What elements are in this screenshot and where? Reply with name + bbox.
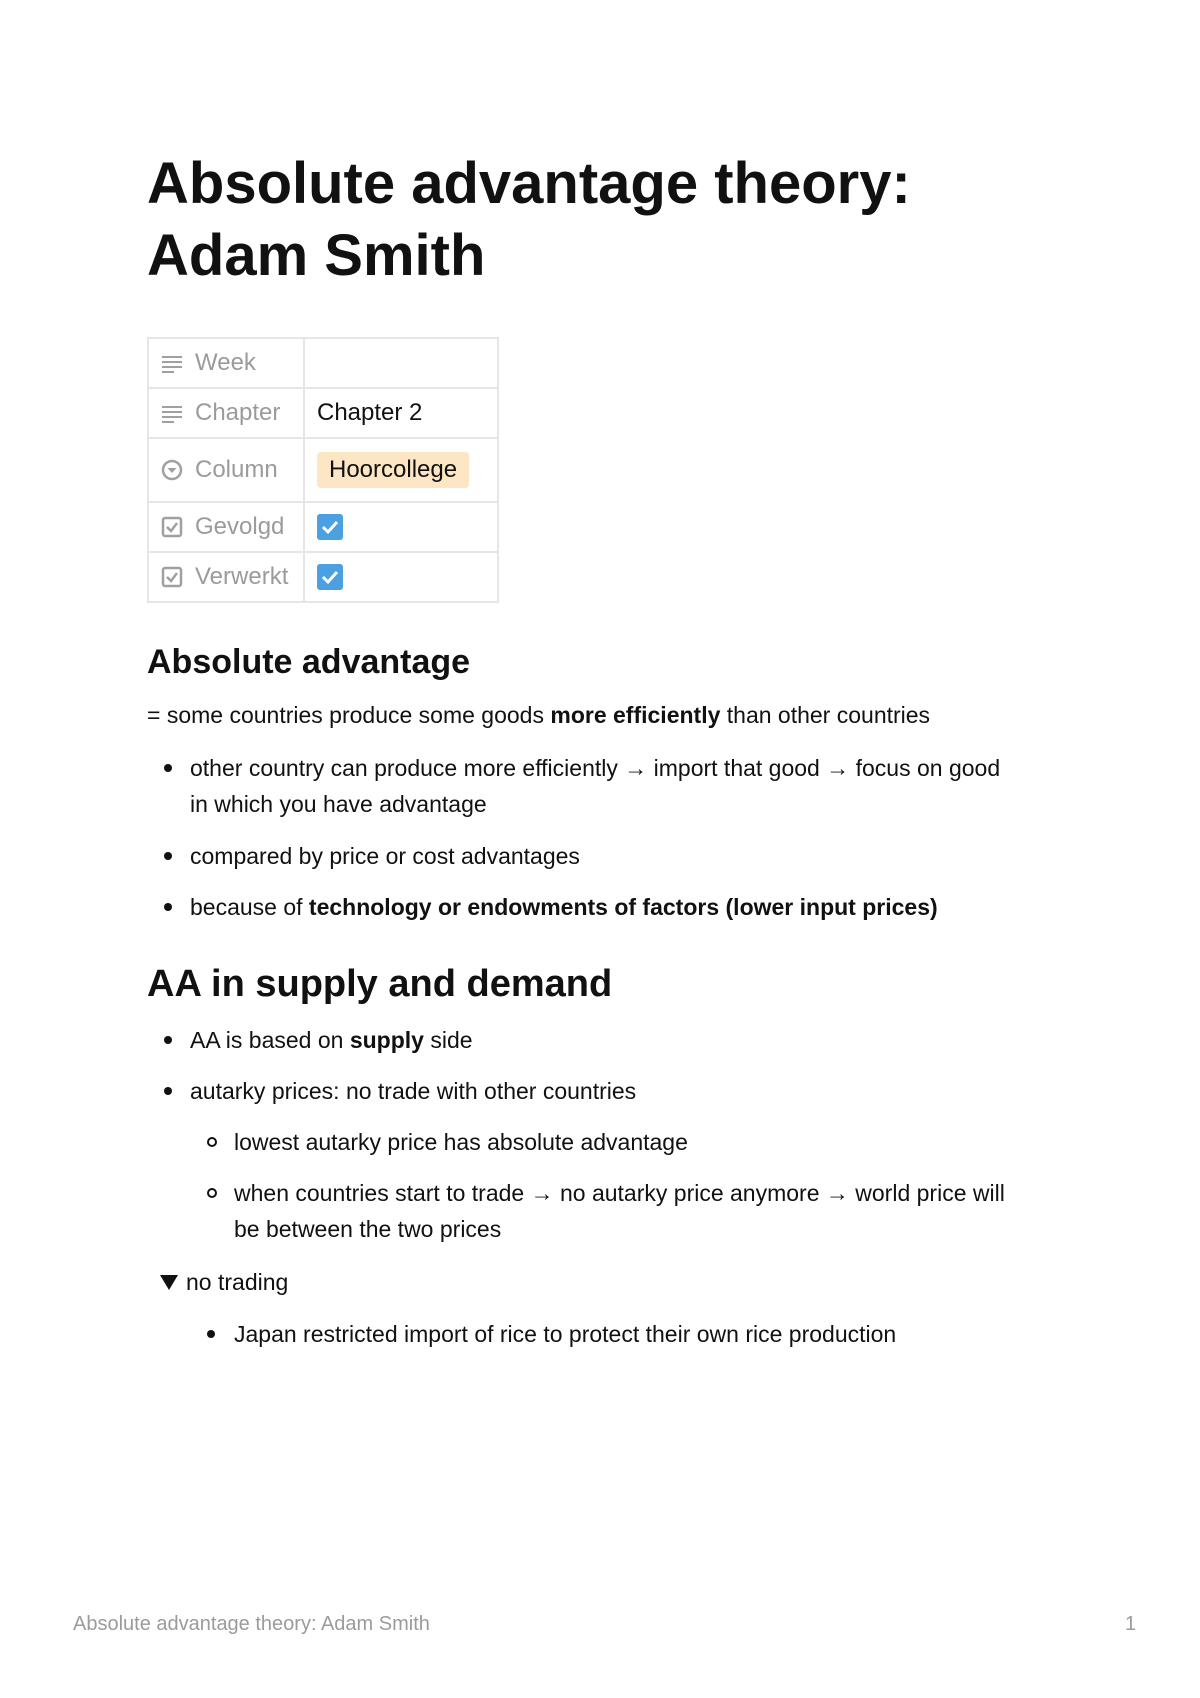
- list-item: compared by price or cost advantages: [190, 843, 580, 869]
- property-row-verwerkt: [148, 552, 498, 602]
- footer-title: Absolute advantage theory: Adam Smith: [73, 1613, 430, 1635]
- bullet-icon: [164, 764, 172, 772]
- property-row-chapter: [148, 388, 498, 438]
- verwerkt-checkbox[interactable]: [317, 564, 343, 590]
- page-title: Absolute advantage theory: Adam Smith: [147, 151, 911, 288]
- column-tag[interactable]: Hoorcollege: [317, 452, 469, 488]
- toggle-label: no trading: [186, 1269, 289, 1295]
- property-key-chapter: Chapter: [195, 399, 281, 426]
- property-row-gevolgd: [148, 502, 498, 552]
- section-heading-aa-supply-demand: AA in supply and demand: [147, 963, 613, 1005]
- checkbox-icon: [161, 566, 183, 588]
- property-key-week: Week: [195, 349, 256, 376]
- page-number: 1: [1125, 1613, 1137, 1635]
- list-item: autarky prices: no trade with other countries: [190, 1078, 637, 1104]
- property-value-week[interactable]: [304, 338, 498, 388]
- property-key-verwerkt: Verwerkt: [195, 563, 289, 590]
- definition-text: = some countries produce some goods more efficiently than other countries: [147, 702, 931, 728]
- property-key-column: Column: [195, 456, 278, 483]
- property-row-week: [148, 338, 498, 388]
- bullet-icon: [164, 1036, 172, 1044]
- bullet-icon: [164, 1087, 172, 1095]
- bullet-icon: [207, 1330, 215, 1338]
- checkbox-icon: [161, 516, 183, 538]
- property-row-column: [148, 438, 498, 502]
- sub-list-item: when countries start to trade → no autarky price anymore → world price will be between the two prices: [234, 1180, 1005, 1242]
- sub-bullet-icon: [207, 1188, 217, 1198]
- property-key-gevolgd: Gevolgd: [195, 513, 285, 540]
- list-item: other country can produce more efficiently → import that good → focus on good in which you have advantage: [190, 755, 1001, 817]
- section-heading-absolute-advantage: Absolute advantage: [147, 643, 471, 681]
- bullet-icon: [164, 903, 172, 911]
- sub-list-item: lowest autarky price has absolute advantage: [234, 1129, 688, 1155]
- gevolgd-checkbox[interactable]: [317, 514, 343, 540]
- toggle-no-trading[interactable]: [160, 1264, 288, 1300]
- text-lines-icon: [161, 352, 183, 374]
- toggle-content-item: Japan restricted import of rice to protect their own rice production: [234, 1321, 897, 1347]
- list-item: AA is based on supply side: [190, 1027, 473, 1053]
- bullet-icon: [164, 852, 172, 860]
- text-lines-icon: [161, 402, 183, 424]
- sub-bullet-icon: [207, 1137, 217, 1147]
- properties-table: [147, 337, 499, 603]
- toggle-triangle-icon[interactable]: [160, 1275, 178, 1290]
- list-item: because of technology or endowments of factors (lower input prices): [190, 894, 938, 920]
- select-circle-icon: [161, 459, 183, 481]
- property-value-chapter[interactable]: Chapter 2: [304, 388, 498, 438]
